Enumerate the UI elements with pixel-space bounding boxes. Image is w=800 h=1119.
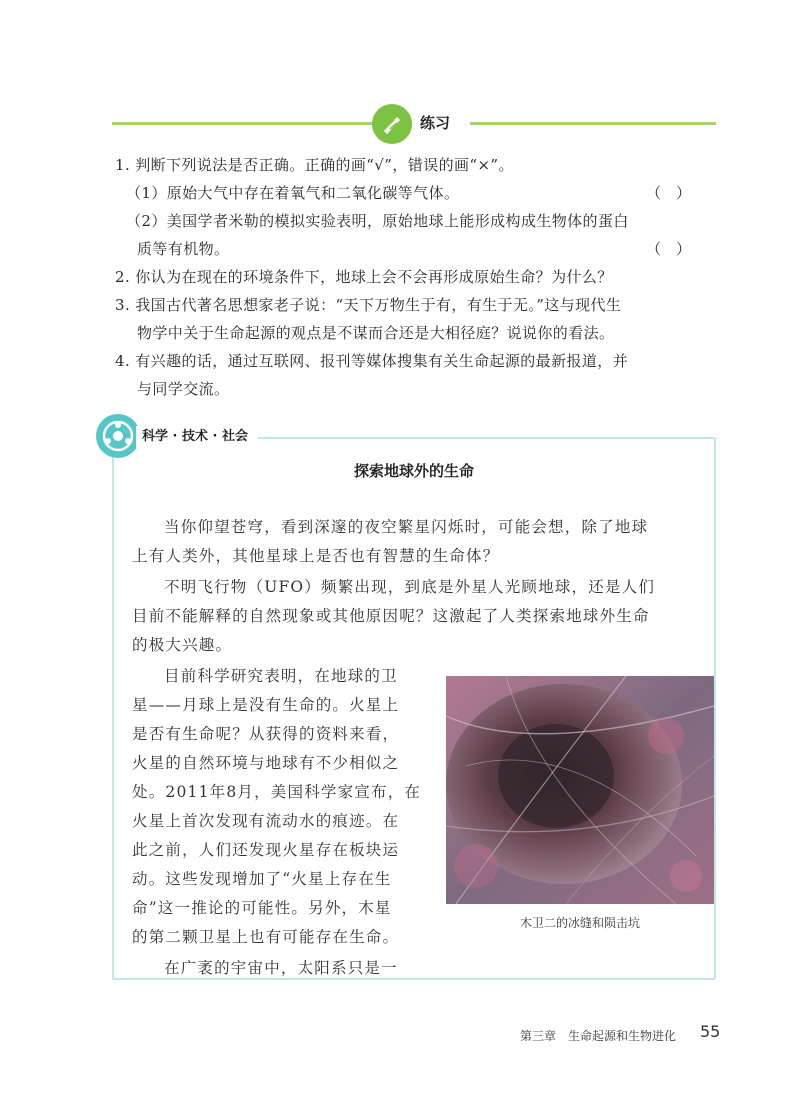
question-4-line1: 4. 有兴趣的话，通过互联网、报刊等媒体搜集有关生命起源的最新报道，并: [115, 352, 629, 370]
para-3-line-4: 火星的自然环境与地球有不少相似之: [132, 754, 400, 772]
question-4-line2: 与同学交流。: [137, 380, 230, 398]
para-3-line-9: 命”这一推论的可能性。另外，木星: [132, 899, 392, 917]
question-2: 2. 你认为在现在的环境条件下，地球上会不会再形成原始生命？为什么？: [115, 268, 613, 286]
atom-icon: [96, 414, 140, 458]
para-2-line-1: 不明飞行物（UFO）频繁出现，到底是外星人光顾地球，还是人们: [164, 578, 656, 596]
para-3-line-3: 是否有生命呢？从获得的资料来看，: [132, 725, 400, 743]
para-3-line-5: 处。2011年8月，美国科学家宣布，在: [132, 783, 422, 801]
page-number: 55: [700, 1022, 721, 1041]
para-3-line-7: 此之前，人们还发现火星存在板块运: [132, 841, 400, 859]
answer-blank-1: （ ）: [646, 184, 692, 202]
answer-blank-2: （ ）: [646, 240, 692, 258]
sts-heading: 探索地球外的生命: [353, 462, 474, 480]
question-1-2-line2: 质等有机物。: [137, 240, 230, 258]
exercise-divider-right: [470, 122, 716, 125]
question-1-2-line1: （2）美国学者米勒的模拟实验表明，原始地球上能形成构成生物体的蛋白: [126, 212, 629, 230]
question-3-line1: 3. 我国古代著名思想家老子说：“天下万物生于有，有生于无。”这与现代生: [115, 296, 622, 314]
para-1-line-1: 当你仰望苍穹，看到深邃的夜空繁星闪烁时，可能会想，除了地球: [164, 518, 649, 536]
para-3-line-8: 动。这些发现增加了“火星上存在生: [132, 870, 392, 888]
para-3-line-10: 的第二颗卫星上也有可能存在生命。: [132, 928, 400, 946]
pencil-icon: [372, 104, 412, 144]
para-2-line-2: 目前不能解释的自然现象或其他原因呢？这激起了人类探索地球外生命: [132, 607, 650, 625]
photo-caption: 木卫二的冰缝和陨击坑: [519, 916, 640, 930]
chapter-title: 第三章 生命起源和生物进化: [520, 1029, 677, 1043]
para-3-line-1: 目前科学研究表明，在地球的卫: [164, 667, 398, 685]
para-1-line-2: 上有人类外，其他星球上是否也有智慧的生命体？: [132, 547, 500, 565]
europa-photo: [446, 676, 714, 904]
sts-label: 科学 · 技术 · 社会: [136, 426, 258, 448]
question-1-1: （1）原始大气中存在着氧气和二氧化碳等气体。: [126, 184, 460, 202]
question-1: 1. 判断下列说法是否正确。正确的画“√”，错误的画“×”。: [115, 156, 514, 174]
exercise-divider-left: [112, 122, 380, 125]
para-4-line-1: 在广袤的宇宙中，太阳系只是一: [164, 959, 398, 977]
para-3-line-6: 火星上首次发现有流动水的痕迹。在: [132, 812, 400, 830]
question-3-line2: 物学中关于生命起源的观点是不谋而合还是大相径庭？说说你的看法。: [137, 324, 615, 342]
para-3-line-2: 星——月球上是没有生命的。火星上: [132, 696, 400, 714]
para-2-line-3: 的极大兴趣。: [132, 636, 233, 654]
exercise-title: 练习: [420, 114, 451, 132]
